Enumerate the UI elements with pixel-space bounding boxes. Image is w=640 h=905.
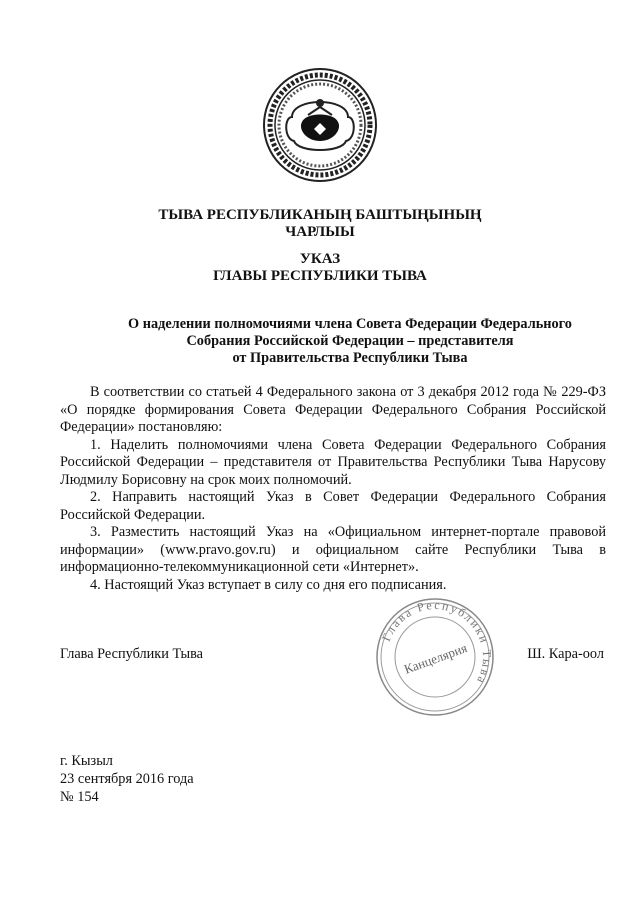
decree-subject (60, 316, 640, 367)
decree-issuer: ГЛАВЫ РЕСПУБЛИКИ ТЫВА (213, 268, 427, 284)
tuvan-header-line1: ТЫВА РЕСПУБЛИКАНЫҢ БАШТЫҢЫНЫҢ (158, 207, 482, 223)
date: 23 сентября 2016 года (60, 771, 194, 787)
stamp-ring-text: Глава Республики Тыва (379, 597, 495, 688)
preamble-paragraph: В соответствии со статьей 4 Федерального закона от 3 декабря 2012 года № 229-ФЗ «О порядке формирования Совета Федерации Федерального Собрания Российской Федерации» постановляю: (60, 384, 606, 435)
round-stamp-icon (373, 595, 497, 719)
svg-text:Глава Республики Тыва (379, 598, 494, 687)
item-4-paragraph: 4. Настоящий Указ вступает в силу со дня его подписания. (90, 576, 447, 593)
subject-line1: О наделении полномочиями члена Совета Федерации Федерального (128, 316, 572, 332)
coat-of-arms-emblem (262, 67, 378, 183)
subject-line3: от Правительства Республики Тыва (232, 350, 468, 366)
tuvan-header (0, 207, 640, 241)
official-stamp (373, 595, 497, 719)
stamp-center-text: Канцелярия (402, 640, 470, 677)
signatory-position: Глава Республики Тыва (60, 646, 203, 662)
decree-number: № 154 (60, 789, 99, 805)
decree-title: УКАЗ (299, 251, 341, 267)
decree-header (0, 251, 640, 285)
item-1-paragraph: 1. Наделить полномочиями члена Совета Федерации Федерального Собрания Российской Федерации – представителя от Правительства Республики Тыва Нарусову Людмилу Борисовну на срок моих полномочий. (60, 436, 606, 488)
subject-line2: Собрания Российской Федерации – представителя (186, 333, 514, 349)
tuvan-header-line2: ЧАРЛЫЫ (285, 224, 355, 240)
tuva-emblem-icon (262, 67, 378, 183)
item-3-paragraph: 3. Разместить настоящий Указ на «Официальном интернет-портале правовой информации» (www.pravo.gov.ru) и официальном сайте Республики Тыва в информационно-телекоммуникационной сети «Интернет». (60, 524, 606, 575)
decree-body (60, 384, 606, 594)
signatory-name: Ш. Кара-оол (527, 646, 604, 662)
city: г. Кызыл (60, 753, 113, 769)
decree-place-date (60, 752, 194, 806)
item-2-paragraph: 2. Направить настоящий Указ в Совет Федерации Федерального Собрания Российской Федерации. (60, 489, 606, 523)
